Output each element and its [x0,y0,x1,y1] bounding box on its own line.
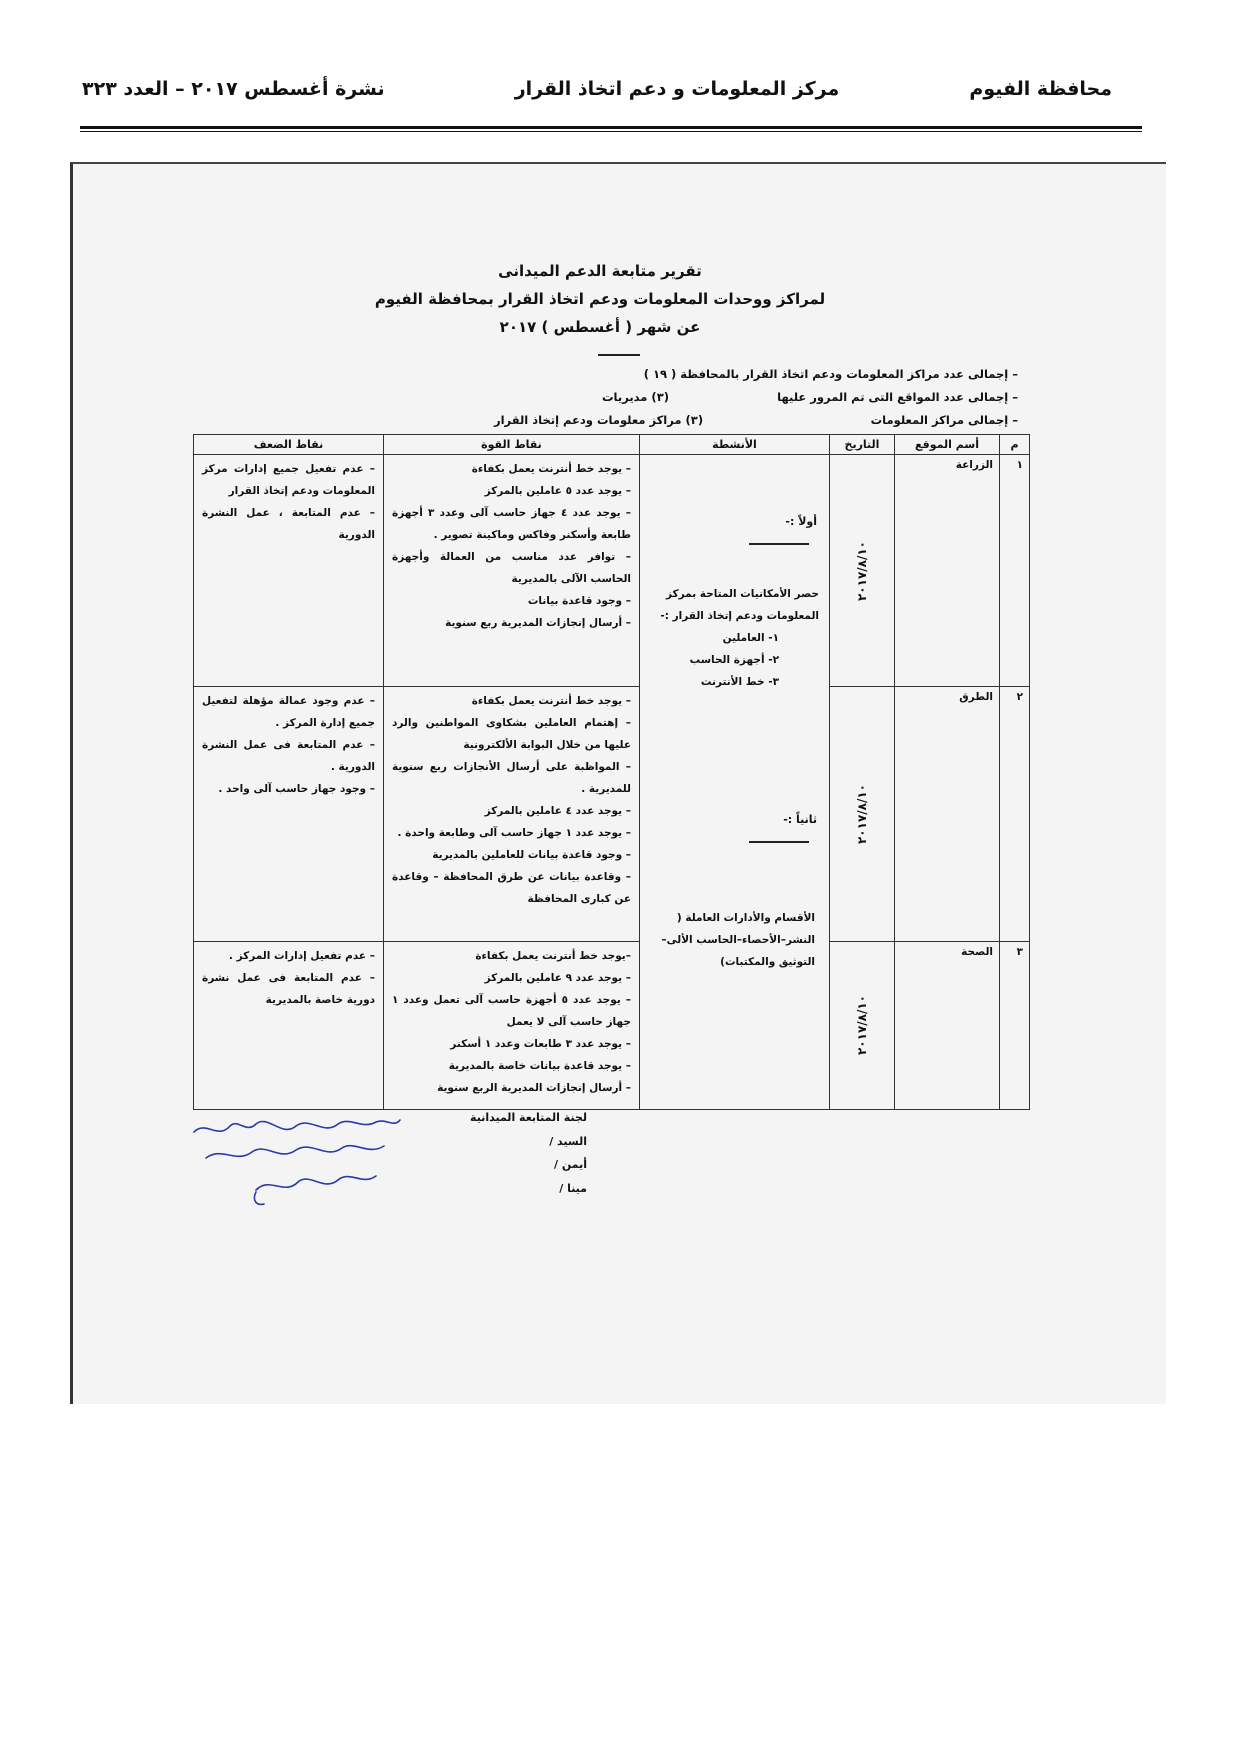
row-num: ٢ [1000,687,1030,941]
strength-item: – يوجد خط أنترنت يعمل بكفاءة [471,695,631,708]
table-header-row [194,435,1030,455]
header-strengths: نقاط القوة [384,435,640,455]
strength-item: –يوجد خط أنترنت يعمل بكفاءة [475,949,631,962]
weakness-item: – عدم تفعيل إدارات المركز . [228,949,375,962]
report-title: تقرير متابعة الدعم الميدانى [498,262,702,280]
activities-second-text: الأقسام والأدارات العاملة ( النشر–الأحصاء–الحاسب الألى–التوثيق والمكتبات) [661,912,815,968]
header-num: م [1000,435,1030,455]
header-divider-thin [80,131,1142,132]
strength-item: – أرسال إنجازات المديرية ربع سنوية [445,617,631,629]
report-period: عن شهر ( أغسطس ) ٢٠١٧ [499,318,701,336]
strength-item: – يوجد عدد ٥ أجهزة حاسب آلى تعمل وعدد ١ جهاز حاسب آلى لا يعمل [392,993,631,1028]
activities-first-items [659,627,779,693]
summary-info-centers-value: (٣) مراكز معلومات ودعم إتخاذ القرار [494,413,704,427]
table-row [194,941,1030,1109]
summary-sites-value: (٣) مديريات [602,390,669,404]
weakness-item: – عدم المتابعة فى عمل نشرة دورية خاصة بالمديرية [202,971,375,1006]
committee-member: السيد / [549,1135,587,1148]
row-weaknesses [194,941,384,1109]
table-row [194,687,1030,941]
strength-item: – توافر عدد مناسب من العمالة وأجهزة الحاسب الآلى بالمديرية [392,551,631,585]
row-site: الصحة [895,941,1000,1109]
table-row [194,455,1030,687]
strength-item: – يوجد عدد ١ جهاز حاسب آلى وطابعة واحدة . [397,827,631,840]
strength-item: – يوجد عدد ٤ عاملين بالمركز [484,805,631,818]
row-strengths [384,455,640,687]
report-table [193,434,1030,1110]
activities-second-label: ثانياً :- [783,813,817,826]
row-num: ٣ [1000,941,1030,1109]
strength-item: – يوجد عدد ٥ عاملين بالمركز [484,485,631,497]
strength-item: – يوجد عدد ٩ عاملين بالمركز [484,971,631,984]
row-strengths [384,941,640,1109]
handwritten-signatures [186,1112,406,1212]
strength-item: – أرسال إنجازات المديرية الربع سنوية [437,1081,631,1094]
committee-member: مينا / [559,1182,587,1195]
row-num: ١ [1000,455,1030,687]
strength-item: – يوجد خط أنترنت يعمل بكفاءة [471,463,631,475]
row-date-text: ٢٠١٧/٨/١٠ [855,784,869,845]
summary-total-centers: – إجمالى عدد مراكز المعلومات ودعم اتخاذ القرار بالمحافظة ( ١٩ ) [643,367,1018,381]
title-underline [598,354,640,356]
row-date-text: ٢٠١٧/٨/١٠ [855,540,869,601]
header-site: أسم الموقع [895,435,1000,455]
strength-item: – يوجد عدد ٤ جهاز حاسب آلى وعدد ٣ أجهزة طابعة وأسكنر وفاكس وماكينة تصوير . [392,507,631,541]
committee-member: أيمن / [553,1158,587,1171]
header-weaknesses: نقاط الضعف [194,435,384,455]
strength-item: – إهتمام العاملين بشكاوى المواطنين والرد عليها من خلال البوابة الألكترونية [392,717,631,752]
strength-item: – وقاعدة بيانات عن طرق المحافظة – وقاعدة عن كبارى المحافظة [392,871,631,906]
strength-item: – يوجد عدد ٣ طابعات وعدد ١ أسكنر [450,1037,631,1050]
activities-second-rule [749,841,809,843]
strength-item: – وجود قاعدة بيانات [527,595,631,607]
governorate-name: محافظة الفيوم [969,78,1112,100]
bulletin-issue: نشرة أغسطس ٢٠١٧ – العدد ٣٢٣ [82,78,385,100]
strength-item: – يوجد قاعدة بيانات خاصة بالمديرية [448,1059,631,1072]
row-date-text: ٢٠١٧/٨/١٠ [855,995,869,1056]
activities-first-label: أولاً :- [785,515,817,528]
committee-title: لجنة المتابعة الميدانية [470,1111,587,1124]
strength-item: – المواظبة على أرسال الأنجازات ربع سنوية للمديرية . [392,761,631,796]
row-site: الطرق [895,687,1000,941]
summary-sites-visited: – إجمالى عدد المواقع التى تم المرور عليها [777,390,1018,404]
summary-info-centers: – إجمالى مراكز المعلومات [870,413,1018,427]
header-activities: الأنشطة [640,435,830,455]
row-weaknesses [194,687,384,941]
activity-item: ١- العاملين [722,632,779,644]
weakness-item: – عدم المتابعة ، عمل النشرة الدورية [202,507,375,541]
weakness-item: – عدم المتابعة فى عمل النشرة الدورية . [202,739,375,774]
center-name: مركز المعلومات و دعم اتخاذ القرار [514,78,840,100]
activity-item: ٢- أجهزة الحاسب [689,654,779,666]
row-date [830,455,895,687]
row-date [830,687,895,941]
activities-first-rule [749,543,809,545]
strength-item: – وجود قاعدة بيانات للعاملين بالمديرية [432,849,631,862]
report-subtitle: لمراكز ووحدات المعلومات ودعم اتخاذ القرار بمحافظة الفيوم [374,290,826,308]
row-site: الزراعة [895,455,1000,687]
activities-first-text: حصر الأمكانيات المتاحة بمركز المعلومات ودعم إتخاذ القرار :- [660,588,819,622]
activity-item: ٣- خط الأنترنت [700,676,779,688]
weakness-item: – وجود جهاز حاسب آلى واحد . [218,783,375,796]
page-header [82,64,1112,114]
activities-cell [640,455,830,1110]
row-strengths [384,687,640,941]
header-date: التاريخ [830,435,895,455]
header-divider [80,126,1142,129]
row-weaknesses [194,455,384,687]
weakness-item: – عدم وجود عمالة مؤهلة لتفعيل جميع إدارة المركز . [202,695,375,730]
row-date [830,941,895,1109]
weakness-item: – عدم تفعيل جميع إدارات مركز المعلومات ودعم إتخاذ القرار [202,463,375,497]
